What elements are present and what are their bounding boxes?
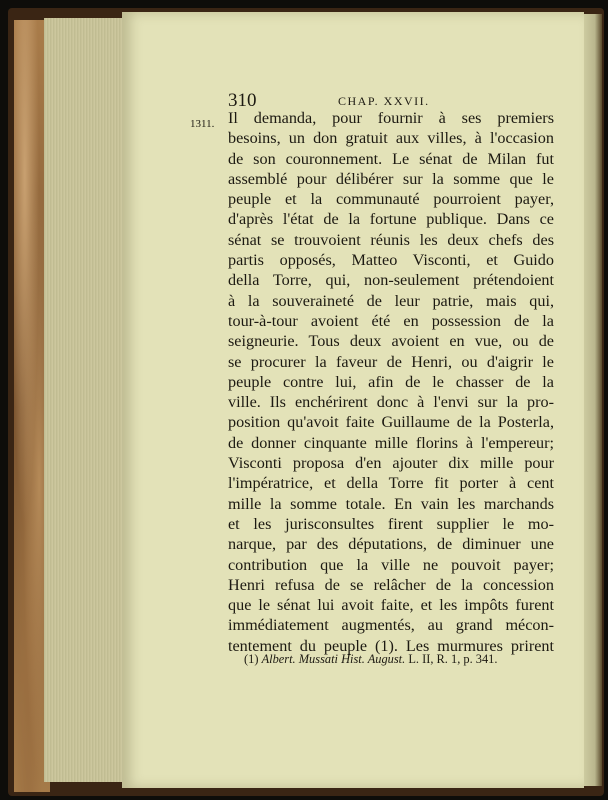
- text-line: de son couronnement. Le sénat de Milan fut: [228, 149, 554, 168]
- text-line: assemblé pour délibérer sur la somme que le: [228, 169, 554, 188]
- chapter-heading: CHAP. XXVII.: [338, 94, 430, 108]
- text-line: position qu'avoit faite Guillaume de la Posterla,: [228, 413, 554, 432]
- page-block-edges: [44, 18, 126, 782]
- text-line: Il demanda, pour fournir à ses premiers: [228, 109, 554, 127]
- text-line: peuple et la communauté pourroient payer,: [228, 190, 554, 209]
- footnote-authors: Albert. Mussati Hist. August.: [261, 652, 406, 666]
- text-line: tour-à-tour avoient été en possession de la: [228, 311, 554, 330]
- text-line: Henri refusa de se relâcher de la concession: [228, 575, 554, 594]
- text-line: et les jurisconsultes firent supplier le mo-: [228, 514, 554, 533]
- text-line: à la souveraineté de leur patrie, mais qui,: [228, 291, 554, 310]
- text-line: d'après l'état de la fortune publique. Dans ce: [228, 210, 554, 229]
- body-text: [228, 108, 554, 656]
- text-line: tentement du peuple (1). Les murmures prirent: [228, 636, 554, 655]
- text-line: partis opposés, Matteo Visconti, et Guido: [228, 251, 554, 270]
- text-line: narque, par des députations, de diminuer une: [228, 535, 554, 554]
- footnote: [244, 652, 554, 667]
- text-line: immédiatement augmentés, au grand mécon-: [228, 616, 554, 635]
- text-line: l'impératrice, et della Torre fit porter à cent: [228, 474, 554, 493]
- footnote-marker: (1): [244, 652, 259, 666]
- margin-year: 1311.: [190, 118, 215, 130]
- text-line: que le sénat lui avoit faite, et les impôts furent: [228, 596, 554, 615]
- page-number: 310: [228, 90, 257, 111]
- text-line: de donner cinquante mille florins à l'empereur;: [228, 433, 554, 452]
- text-line: contribution que la ville ne pouvoit payer;: [228, 555, 554, 574]
- footnote-reference: L. II, R. 1, p. 341.: [408, 652, 498, 666]
- text-line: mille la somme totale. En vain les marchands: [228, 494, 554, 513]
- text-line: ville. Ils enchérirent donc à l'envi sur la pro-: [228, 393, 554, 412]
- text-line: besoins, un don gratuit aux villes, à l'occasion: [228, 129, 554, 148]
- text-line: seigneurie. Tous deux avoient en vue, ou de: [228, 332, 554, 351]
- text-line: Visconti proposa d'en ajouter dix mille pour: [228, 454, 554, 473]
- text-line: della Torre, qui, non-seulement prétendoient: [228, 271, 554, 290]
- right-page-edge: [584, 14, 602, 786]
- text-line: peuple contre lui, afin de le chasser de la: [228, 372, 554, 391]
- text-line: se procurer la faveur de Henri, ou d'aigrir le: [228, 352, 554, 371]
- text-line: sénat se trouvoient réunis les deux chefs des: [228, 230, 554, 249]
